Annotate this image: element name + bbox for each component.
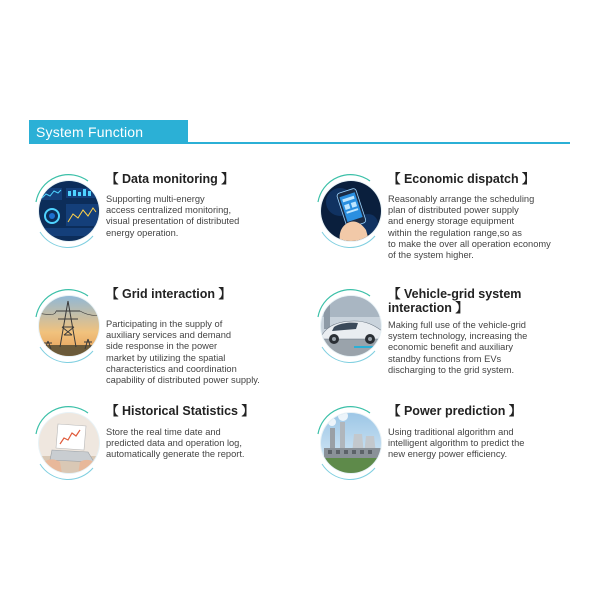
section-title: System Function bbox=[36, 123, 144, 140]
laptop-report-icon bbox=[28, 404, 108, 484]
feature-title: 【 Economic dispatch 】 bbox=[388, 172, 535, 186]
feature-description: Supporting multi-energy access centralized monitoring, visual presentation of distributed energy operation. bbox=[106, 194, 240, 238]
feature-description: Store the real time date and predicted data and operation log, automatically generate the report. bbox=[106, 427, 245, 460]
feature-title: 【 Historical Statistics 】 bbox=[106, 404, 254, 418]
feature-title: 【 Power prediction 】 bbox=[388, 404, 522, 418]
feature-description: Using traditional algorithm and intelligent algorithm to predict the new energy power efficiency. bbox=[388, 427, 525, 460]
feature-title: 【 Data monitoring 】 bbox=[106, 172, 234, 186]
header-divider bbox=[29, 142, 570, 144]
electric-car-icon bbox=[310, 287, 390, 367]
smartphone-hand-icon bbox=[310, 172, 390, 252]
feature-title: 【 Grid interaction 】 bbox=[106, 287, 232, 301]
feature-vehicle-grid-interaction bbox=[310, 287, 595, 387]
power-tower-icon bbox=[28, 287, 108, 367]
feature-grid-interaction bbox=[28, 287, 313, 387]
feature-description: Making full use of the vehicle-grid system technology, increasing the economic benefit and auxiliary standby functions from EVs discharging to the grid system. bbox=[388, 320, 528, 375]
feature-data-monitoring bbox=[28, 172, 313, 272]
power-plant-icon bbox=[310, 404, 390, 484]
feature-power-prediction bbox=[310, 404, 595, 504]
feature-title: 【 Vehicle-grid system interaction 】 bbox=[388, 287, 522, 315]
feature-economic-dispatch bbox=[310, 172, 595, 272]
feature-description: Participating in the supply of auxiliary services and demand side response in the power market by utilizing the spatial characteristics and coordination capability of distributed power supply. bbox=[106, 319, 260, 386]
feature-historical-statistics bbox=[28, 404, 313, 504]
feature-description: Reasonably arrange the scheduling plan of distributed power supply and energy storage equipment within the regulation range,so as to make the over all operation economy of the system higher. bbox=[388, 194, 551, 261]
dashboard-screen-icon bbox=[28, 172, 108, 252]
section-header bbox=[29, 120, 188, 143]
